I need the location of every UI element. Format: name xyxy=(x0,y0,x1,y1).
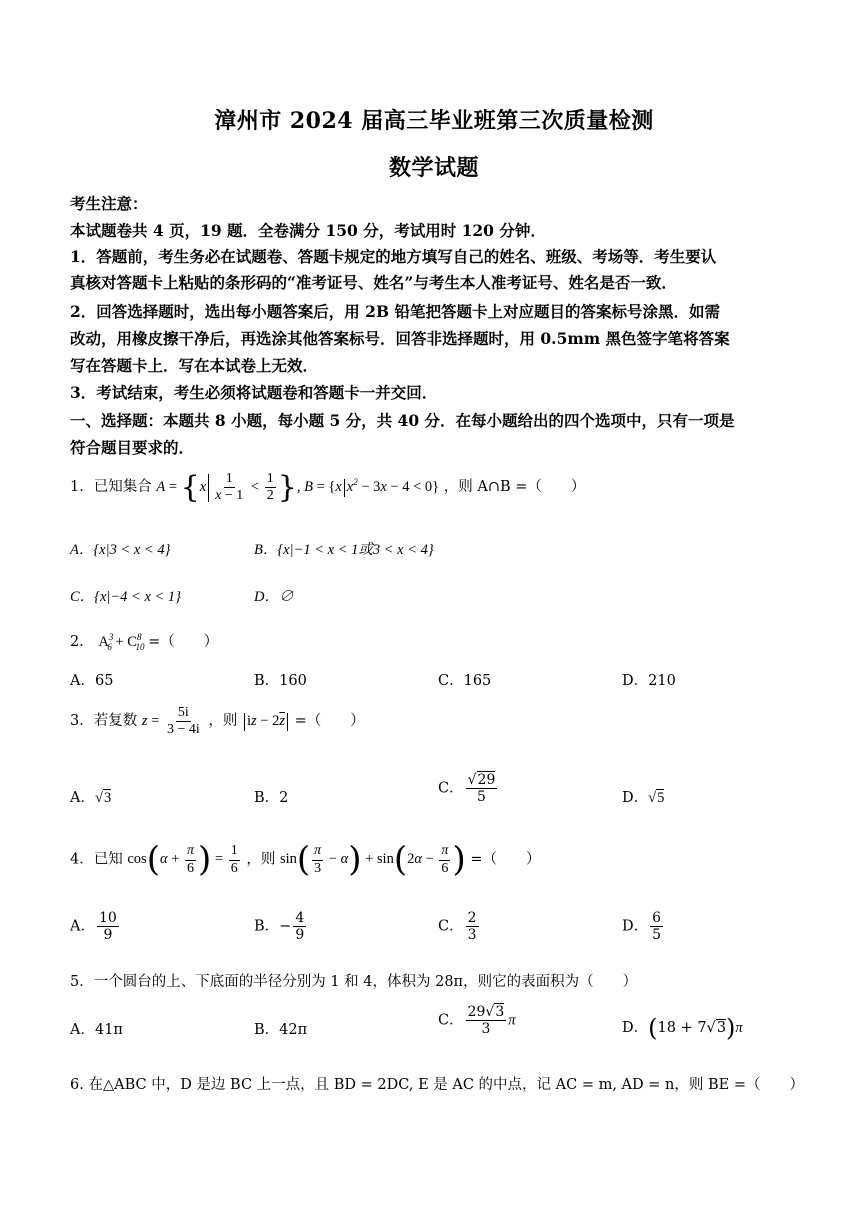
q1-option-c: C．{x|−4 < x < 1} xyxy=(70,589,181,605)
q3-prefix: 3．若复数 xyxy=(70,712,138,729)
q2-option-d: D．210 xyxy=(622,673,676,689)
q4-given: cos(α + $\frac{\pi}{6}$ ) = $\frac{1}{6}$ xyxy=(127,840,238,880)
q2-suffix: =（ ） xyxy=(148,634,219,650)
question-5: 5．一个圆台的上、下底面的半径分别为 1 和 4，体积为 28π，则它的表面积为（ ） xyxy=(70,974,638,990)
q3-mid: ，则 xyxy=(208,712,238,729)
q1-option-a: A．{x|3 < x < 4} xyxy=(70,542,171,558)
notice-line-5: 改动，用橡皮擦干净后，再选涂其他答案标号．回答非选择题时，用 0.5mm 黑色签字笔将答案 xyxy=(70,329,730,348)
q4-option-a: A． $\frac{10}{9}$ xyxy=(70,910,117,944)
q3-option-b: B．2 xyxy=(254,790,289,806)
exam-subtitle: 数学试题 xyxy=(388,155,479,181)
q4-expression: sin( $\frac{\pi}{3}$ − α) + sin(2α − $\frac{\pi}{6}$ ) xyxy=(279,840,466,880)
q5-option-c: C． $\frac{29√3}{3}$ π xyxy=(438,1004,516,1038)
q3-option-a: A．√3 xyxy=(70,790,112,806)
section-heading-line-1: 一、选择题：本题共 8 小题，每小题 5 分，共 40 分．在每小题给出的四个选项中，只有一项是 xyxy=(70,411,735,430)
q4-mid: ，则 xyxy=(246,851,276,868)
q3-expression: iz − $2\overline{z}$ xyxy=(242,713,290,729)
notice-line-4: 2．回答选择题时，选出每小题答案后，用 2B 铅笔把答题卡上对应题目的答案标号涂黑．如需 xyxy=(70,302,720,321)
q1-option-d: D．∅ xyxy=(254,589,294,605)
q4-suffix: =（ ） xyxy=(470,851,541,868)
q3-option-d: D．√5 xyxy=(622,790,665,806)
q4-option-c: C． $\frac{2}{3}$ xyxy=(438,910,477,944)
question-4 xyxy=(70,840,540,880)
q3-z-definition: z = $\frac{5i}{3 - 4i}$ xyxy=(141,705,200,738)
q1-suffix: ，则 A∩B =（ ） xyxy=(443,478,586,495)
question-1 xyxy=(70,470,585,505)
question-6: 6. 在△ABC 中，D 是边 BC 上一点，且 BD = 2DC, E 是 AC 的中点，记 AC = m, AD = n，则 BE =（ ） xyxy=(70,1077,804,1093)
q5-option-b: B．42π xyxy=(254,1022,308,1038)
q3-suffix: =（ ） xyxy=(294,712,365,729)
q5-option-a: A．41π xyxy=(70,1022,123,1038)
q4-option-d: D． $\frac{6}{5}$ xyxy=(622,910,662,944)
q2-option-b: B．160 xyxy=(254,673,307,689)
notice-line-1: 本试题卷共 4 页，19 题．全卷满分 150 分，考试用时 120 分钟． xyxy=(70,221,546,240)
notice-heading: 考生注意： xyxy=(70,194,148,213)
q1-set-a: A = {x $\frac{1}{x - 1}$ < $\frac{1}{2}$ }, B = {x $x^2 - 3x - 4 < 0$} xyxy=(156,470,440,505)
section-heading-line-2: 符合题目要求的． xyxy=(70,438,195,457)
question-3 xyxy=(70,705,365,738)
q2-expression: $A^3_6 + C^8_{10}$ xyxy=(98,632,145,652)
q2-option-a: A．65 xyxy=(70,673,114,689)
q3-option-c: C． $\frac{√29}{5}$ xyxy=(438,772,496,806)
q2-option-c: C．165 xyxy=(438,673,492,689)
question-2 xyxy=(70,630,218,652)
exam-title: 漳州市 2024 届高三毕业班第三次质量检测 xyxy=(214,108,654,134)
q4-option-b: B．− $\frac{4}{9}$ xyxy=(254,910,305,944)
q2-prefix: 2． xyxy=(70,634,94,650)
q5-option-d: D．(18 + 7√3)π xyxy=(622,1014,743,1042)
q1-option-b: B．{x|−1 < x < 1或3 < x < 4} xyxy=(254,542,434,558)
notice-line-2: 1．答题前，考生务必在试题卷、答题卡规定的地方填写自己的姓名、班级、考场等．考生要认 xyxy=(70,247,717,266)
q1-prefix: 1．已知集合 xyxy=(70,478,152,495)
notice-line-7: 3．考试结束，考生必须将试题卷和答题卡一并交回． xyxy=(70,383,438,402)
notice-line-6: 写在答题卡上．写在本试卷上无效． xyxy=(70,356,319,375)
notice-line-3: 真核对答题卡上粘贴的条形码的“准考证号、姓名”与考生本人准考证号、姓名是否一致． xyxy=(70,273,677,292)
q4-prefix: 4．已知 xyxy=(70,851,123,868)
